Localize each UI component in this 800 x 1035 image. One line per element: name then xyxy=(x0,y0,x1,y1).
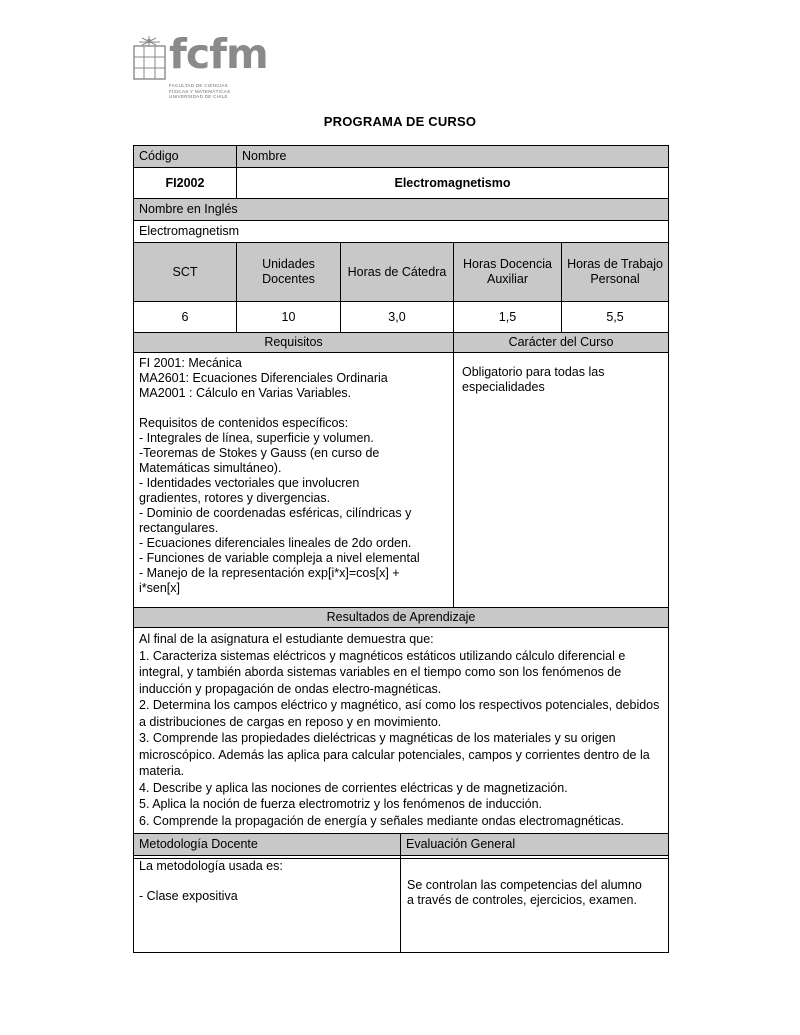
learning-results-header-cell: Resultados de Aprendizaje xyxy=(134,608,669,628)
hours-header-horas-catedra: Horas de Cátedra xyxy=(341,243,454,302)
table-row-english-value xyxy=(134,221,669,243)
hours-value-horas-trabajo-personal: 5,5 xyxy=(562,302,669,333)
table-row-hours-header xyxy=(134,243,669,302)
table-row-english-header xyxy=(134,199,669,221)
course-character-line: especialidades xyxy=(462,380,545,394)
requisites-body-cell xyxy=(134,353,454,608)
hours-header-horas-docencia-auxiliar: Horas Docencia Auxiliar xyxy=(454,243,562,302)
hours-header-unidades-docentes: Unidades Docentes xyxy=(237,243,341,302)
learning-result-item: 6. Comprende la propagación de energía y señales mediante ondas electromagnéticas. xyxy=(139,813,625,828)
requisite-line: FI 2001: Mecánica xyxy=(139,356,242,370)
english-name-header-cell: Nombre en Inglés xyxy=(134,199,669,221)
table-row-requisites-header xyxy=(134,333,669,353)
logo-wordmark: fcfm xyxy=(169,30,268,78)
course-character-line: Obligatorio para todas las xyxy=(462,365,605,379)
logo-subtitle-line-2: FÍSICAS Y MATEMÁTICAS xyxy=(169,88,231,94)
learning-results-intro: Al final de la asignatura el estudiante demuestra que: xyxy=(139,632,434,646)
table-row-code-header xyxy=(134,146,669,168)
name-header-cell: Nombre xyxy=(237,146,669,168)
fcfm-logo xyxy=(133,30,268,116)
english-name-cell: Electromagnetism xyxy=(134,221,669,243)
requisite-line: - Identidades vectoriales que involucren xyxy=(139,476,360,490)
methodology-header-cell: Metodología Docente xyxy=(134,834,401,856)
requisite-line: - Manejo de la representación exp[i*x]=cos[x] + xyxy=(139,566,400,580)
learning-result-item: 5. Aplica la noción de fuerza electromotriz y los fenómenos de inducción. xyxy=(139,797,543,811)
course-code-cell: FI2002 xyxy=(134,168,237,199)
methodology-line: La metodología usada es: xyxy=(139,859,283,873)
logo-subtitle-line-1: FACULTAD DE CIENCIAS xyxy=(169,83,228,88)
learning-result-item: 4. Describe y aplica las nociones de corrientes eléctricas y de magnetización. xyxy=(139,780,568,795)
requisites-header-cell: Requisitos xyxy=(134,333,454,353)
hours-value-horas-docencia-auxiliar: 1,5 xyxy=(454,302,562,333)
evaluation-body-cell xyxy=(401,856,669,953)
evaluation-header-cell: Evaluación General xyxy=(401,834,669,856)
methodology-line: - Clase expositiva xyxy=(139,889,238,903)
course-program-table xyxy=(133,145,669,859)
learning-result-item: 3. Comprende las propiedades dieléctricas y magnéticas de los materiales y su origen microscópico. Además las aplica para calcular potenciales, campos y corrientes dentro de la materia. xyxy=(139,731,650,778)
hours-header-sct: SCT xyxy=(134,243,237,302)
code-header-cell: Código xyxy=(134,146,237,168)
page-title: PROGRAMA DE CURSO xyxy=(323,114,477,129)
requisite-line: i*sen[x] xyxy=(139,581,180,595)
requisite-line: - Integrales de línea, superficie y volumen. xyxy=(139,431,374,445)
requisite-line: Matemáticas simultáneo). xyxy=(139,461,282,475)
learning-result-item: 1. Caracteriza sistemas eléctricos y magnéticos estáticos utilizando cálculo diferencial e integral, y también aborda sistemas variables en el tiempo como son los fenómenos de inducción y propagación de ondas electro-magnéticas. xyxy=(139,648,626,696)
table-row-requisites-body xyxy=(134,353,669,608)
methodology-evaluation-table xyxy=(133,833,669,953)
evaluation-line: a través de controles, ejercicios, examen. xyxy=(407,893,637,907)
requisite-line: gradientes, rotores y divergencias. xyxy=(139,491,331,505)
hours-value-horas-catedra: 3,0 xyxy=(341,302,454,333)
requisite-line: - Ecuaciones diferenciales lineales de 2do orden. xyxy=(139,536,412,550)
requisite-line: Requisitos de contenidos específicos: xyxy=(139,416,349,430)
requisite-line: rectangulares. xyxy=(139,521,219,535)
hours-value-unidades-docentes: 10 xyxy=(237,302,341,333)
course-name-cell: Electromagnetismo xyxy=(237,168,669,199)
table-row-methodology-header xyxy=(134,834,669,856)
logo-subtitle-line-3: UNIVERSIDAD DE CHILE xyxy=(169,94,228,100)
table-row-code-value xyxy=(134,168,669,199)
table-row-learning-results-body xyxy=(134,628,669,859)
requisite-line: - Dominio de coordenadas esféricas, cilíndricas y xyxy=(139,506,412,520)
hours-value-sct: 6 xyxy=(134,302,237,333)
requisite-line: MA2601: Ecuaciones Diferenciales Ordinaria xyxy=(139,371,388,385)
course-character-header-cell: Carácter del Curso xyxy=(454,333,669,353)
evaluation-line: Se controlan las competencias del alumno xyxy=(407,878,642,892)
table-row-methodology-body xyxy=(134,856,669,953)
logo-subtitle xyxy=(169,83,279,100)
requisite-line: -Teoremas de Stokes y Gauss (en curso de xyxy=(139,446,380,460)
learning-results-body-cell xyxy=(134,628,669,859)
table-row-learning-results-header xyxy=(134,608,669,628)
course-character-body-cell xyxy=(454,353,669,608)
table-row-hours-values xyxy=(134,302,669,333)
logo-emblem-icon xyxy=(133,36,167,80)
hours-header-horas-trabajo-personal: Horas de Trabajo Personal xyxy=(562,243,669,302)
requisite-line: - Funciones de variable compleja a nivel elemental xyxy=(139,551,420,565)
methodology-line-blank xyxy=(139,874,395,889)
learning-result-item: 2. Determina los campos eléctrico y magnético, así como los respectivos potenciales, debidos a distribuciones de cargas en reposo y en movimiento. xyxy=(139,698,660,729)
methodology-body-cell xyxy=(134,856,401,953)
requisite-line: MA2001 : Cálculo en Varias Variables. xyxy=(139,386,352,400)
requisite-line-blank xyxy=(139,401,448,416)
